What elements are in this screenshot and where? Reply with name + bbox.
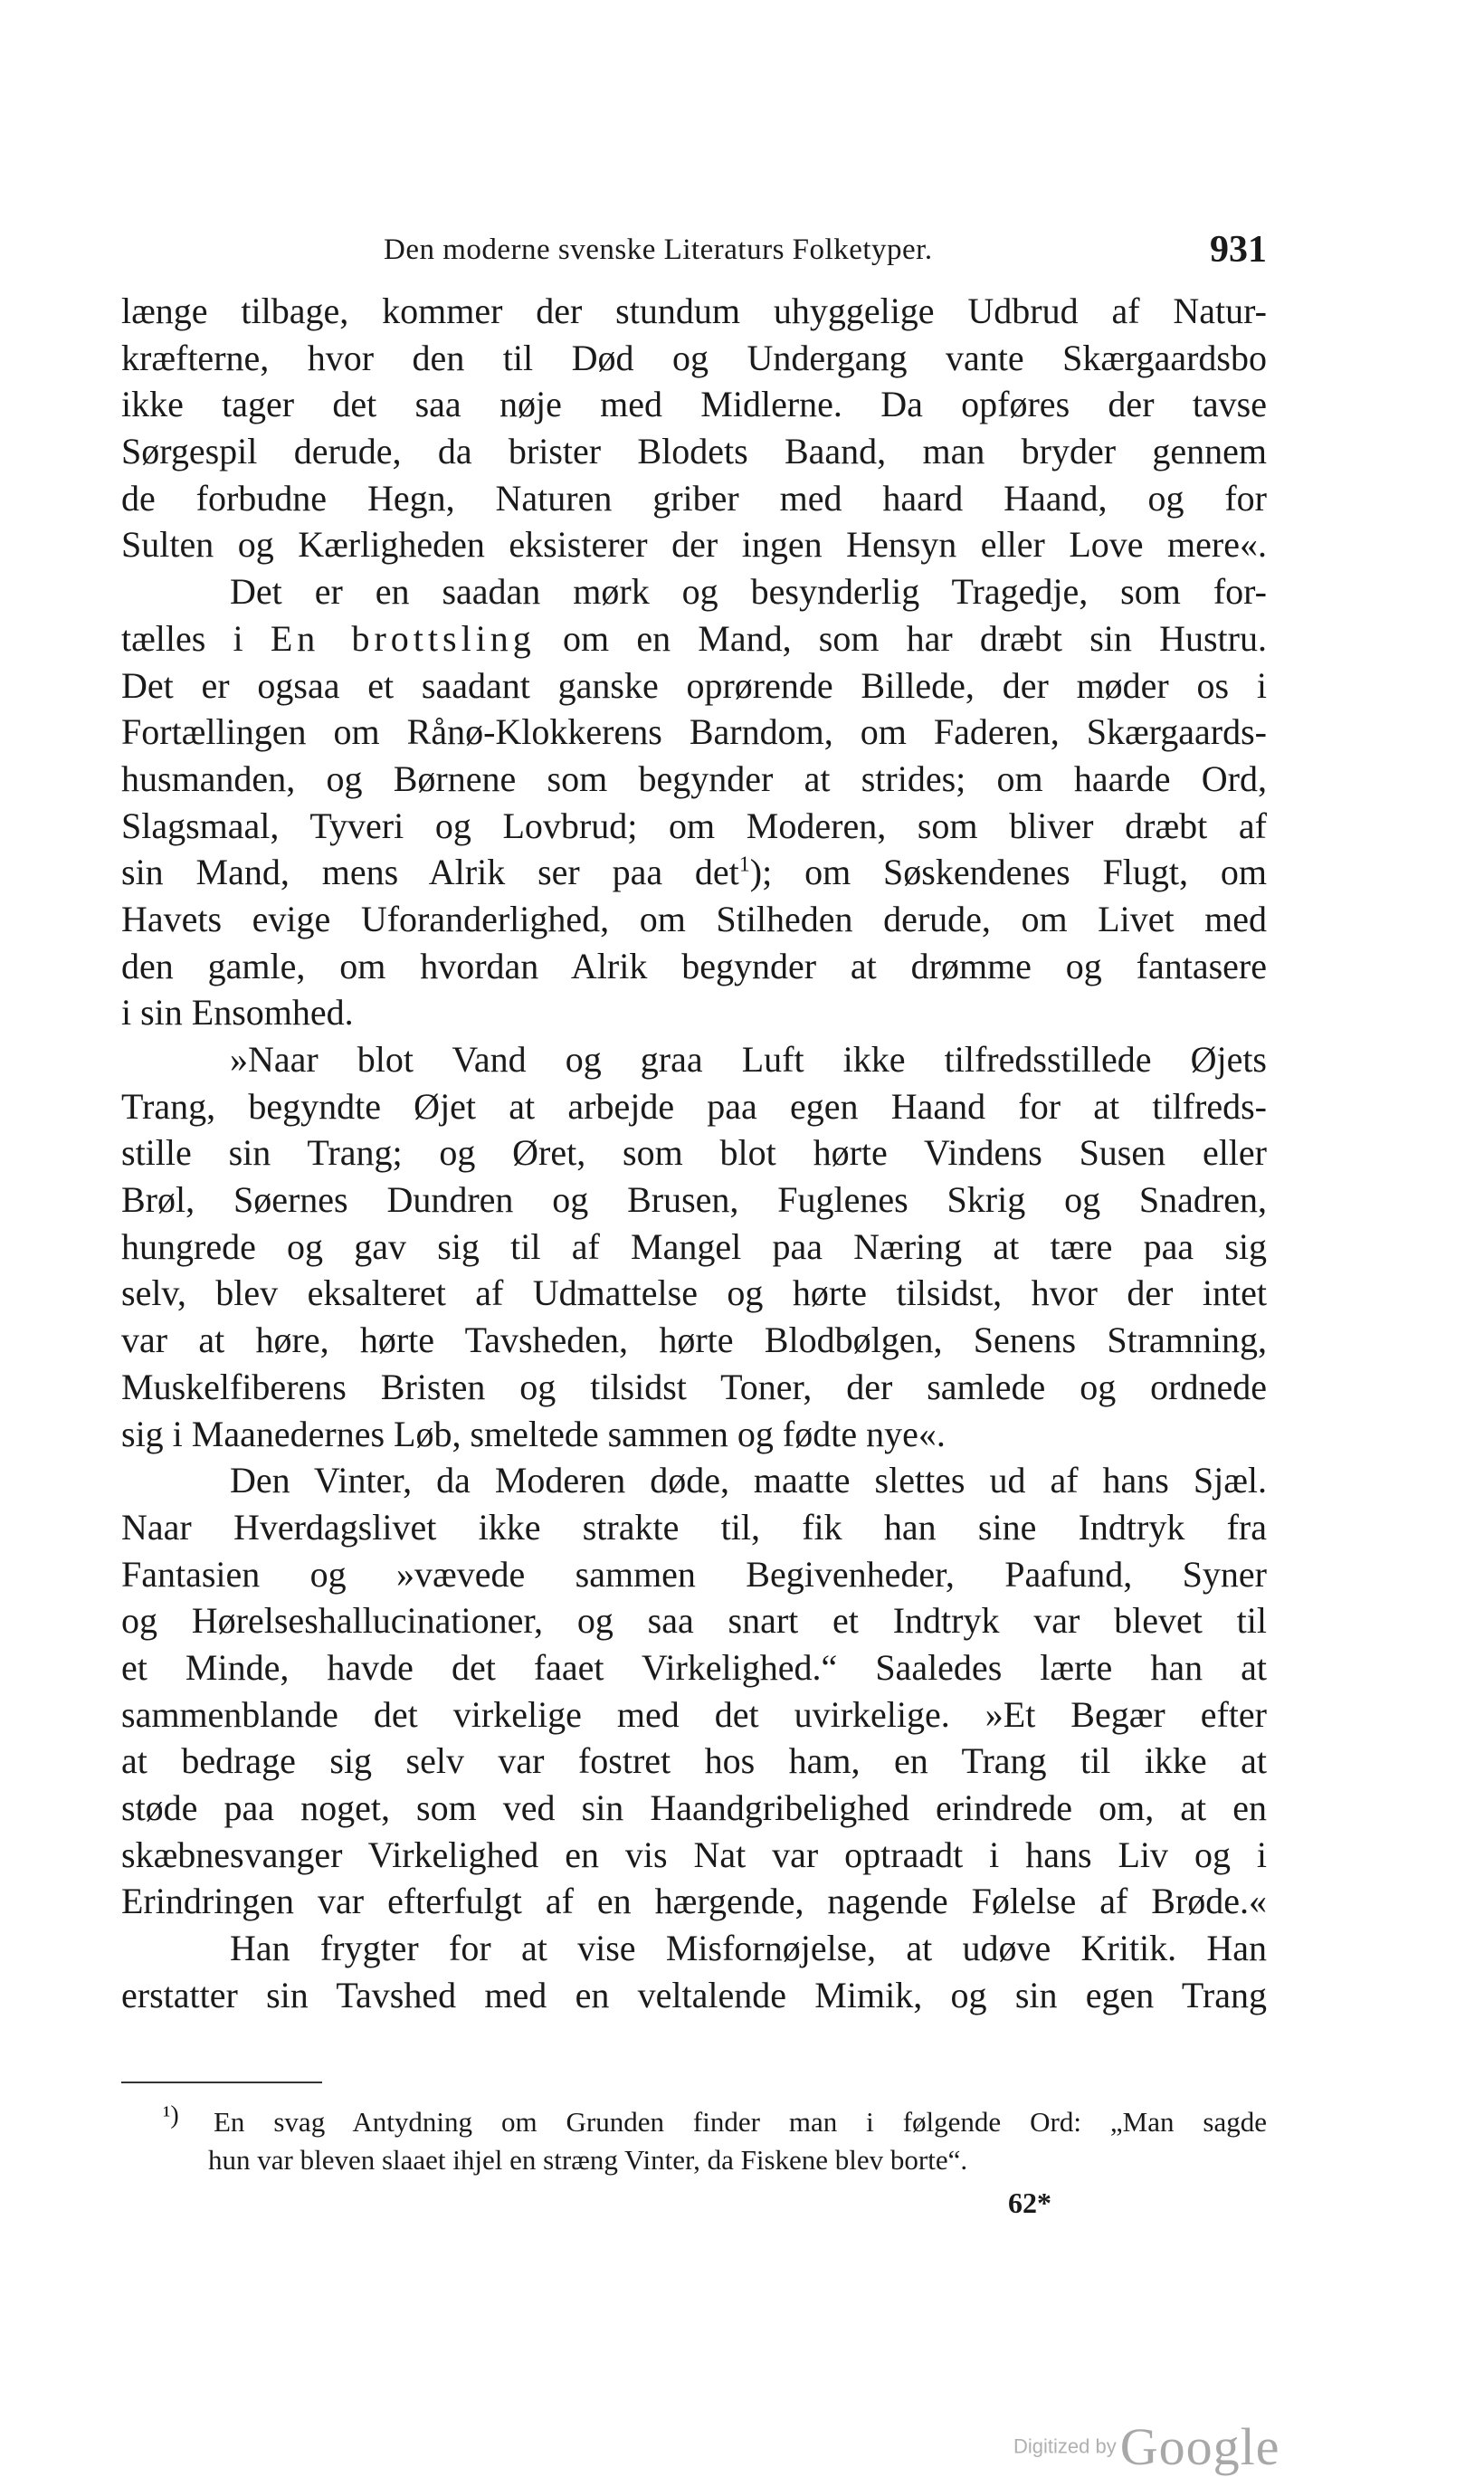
text-fragment: sin Mand, mens Alrik ser paa det	[121, 852, 739, 893]
text-line	[121, 615, 1267, 662]
text-line: de forbudne Hegn, Naturen griber med haard Haand, og for	[121, 477, 1267, 519]
text-line: Trang, begyndte Øjet at arbejde paa egen Haand for at tilfreds-	[121, 1085, 1267, 1127]
text-line: ikke tager det saa nøje med Midlerne. Da opføres der tavse	[121, 384, 1267, 425]
text-line: hungrede og gav sig til af Mangel paa Næring at tære paa sig	[121, 1225, 1267, 1267]
footnote-line: En svag Antydning om Grunden finder man i følgende Ord: „Man sagde	[214, 2106, 1267, 2138]
text-line: Sørgespil derude, da brister Blodets Baand, man bryder gennem	[121, 431, 1267, 472]
text-line: og Hørelseshallucinationer, og saa snart et Indtryk var blevet til	[121, 1600, 1267, 1642]
text-line: Brøl, Søernes Dundren og Brusen, Fuglenes Skrig og Snadren,	[121, 1179, 1267, 1221]
text-line: erstatter sin Tavshed med en veltalende Mimik, og sin egen Trang	[121, 1974, 1267, 2015]
text-line: Fantasien og »vævede sammen Begivenheder, Paafund, Syner	[121, 1553, 1267, 1595]
text-line: Det er ogsaa et saadant ganske oprørende Billede, der møder os i	[121, 664, 1267, 706]
text-line: kræfterne, hvor den til Død og Undergang vante Skærgaardsbo	[121, 337, 1267, 378]
text-line: den gamle, om hvordan Alrik begynder at drømme og fantasere	[121, 945, 1267, 986]
footnote-reference: 1	[738, 853, 750, 877]
text-line: Det er en saadan mørk og besynderlig Tragedje, som for-	[230, 571, 1267, 613]
text-line: Den Vinter, da Moderen døde, maatte slettes ud af hans Sjæl.	[230, 1460, 1267, 1501]
text-line: sammenblande det virkelige med det uvirkelige. »Et Begær efter	[121, 1693, 1267, 1735]
text-line: selv, blev eksalteret af Udmattelse og hørte tilsidst, hvor der intet	[121, 1272, 1267, 1314]
watermark-prefix: Digitized by	[1013, 2434, 1117, 2458]
footnote-divider	[121, 2082, 322, 2083]
text-line: »Naar blot Vand og graa Luft ikke tilfredsstillede Øjets	[230, 1039, 1267, 1080]
text-line: Sulten og Kærligheden eksisterer der ingen Hensyn eller Love mere«.	[121, 524, 1267, 566]
footnote	[121, 2103, 1267, 2179]
text-line: Havets evige Uforanderlighed, om Stilheden derude, om Livet med	[121, 898, 1267, 939]
page-number: 931	[1210, 229, 1267, 271]
text-line: længe tilbage, kommer der stundum uhyggelige Udbrud af Natur-	[121, 291, 1267, 331]
footnote-marker: ¹)	[163, 2101, 179, 2129]
running-head	[121, 228, 1267, 282]
text-line: Muskelfiberens Bristen og tilsidst Toner, der samlede og ordnede	[121, 1366, 1267, 1407]
text-line: sig i Maanedernes Løb, smeltede sammen og fødte nye«.	[121, 1413, 946, 1454]
body-text	[121, 288, 1267, 2018]
text-fragment: ); om Søskendenes Flugt, om	[749, 852, 1267, 893]
text-line: Naar Hverdagslivet ikke strakte til, fik han sine Indtryk fra	[121, 1506, 1267, 1548]
footnote-line: hun var bleven slaaet ihjel en stræng Vinter, da Fiskene blev borte“.	[208, 2144, 968, 2176]
text-line: skæbnesvanger Virkelighed en vis Nat var optraadt i hans Liv og i	[121, 1834, 1267, 1875]
text-fragment: tælles i	[121, 617, 271, 659]
text-line: i sin Ensomhed.	[121, 992, 354, 1034]
text-fragment: om en Mand, som har dræbt sin Hustru.	[535, 617, 1267, 659]
book-title-spaced: En brottsling	[270, 617, 536, 659]
digitized-watermark	[1013, 2416, 1279, 2477]
text-line: var at høre, hørte Tavsheden, hørte Blodbølgen, Senens Stramning,	[121, 1319, 1267, 1361]
text-line: Slagsmaal, Tyveri og Lovbrud; om Moderen, som bliver dræbt af	[121, 805, 1267, 846]
text-line: Han frygter for at vise Misfornøjelse, at udøve Kritik. Han	[230, 1928, 1267, 1969]
text-line: at bedrage sig selv var fostret hos ham, en Trang til ikke at	[121, 1740, 1267, 1782]
text-line: Erindringen var efterfulgt af en hærgende, nagende Følelse af Brøde.«	[121, 1881, 1267, 1922]
text-line: stille sin Trang; og Øret, som blot hørte Vindens Susen eller	[121, 1132, 1267, 1174]
running-title: Den moderne svenske Literaturs Folketyper.	[384, 233, 933, 266]
google-logo: Google	[1119, 2417, 1280, 2476]
text-line: støde paa noget, som ved sin Haandgribelighed erindrede om, at en	[121, 1787, 1267, 1828]
text-line: et Minde, havde det faaet Virkelighed.“ Saaledes lærte han at	[121, 1646, 1267, 1688]
text-line	[121, 849, 1267, 896]
signature-mark: 62*	[1008, 2186, 1051, 2219]
text-line: husmanden, og Børnene som begynder at strides; om haarde Ord,	[121, 757, 1267, 799]
text-line: Fortællingen om Rånø-Klokkerens Barndom, om Faderen, Skærgaards-	[121, 711, 1267, 753]
